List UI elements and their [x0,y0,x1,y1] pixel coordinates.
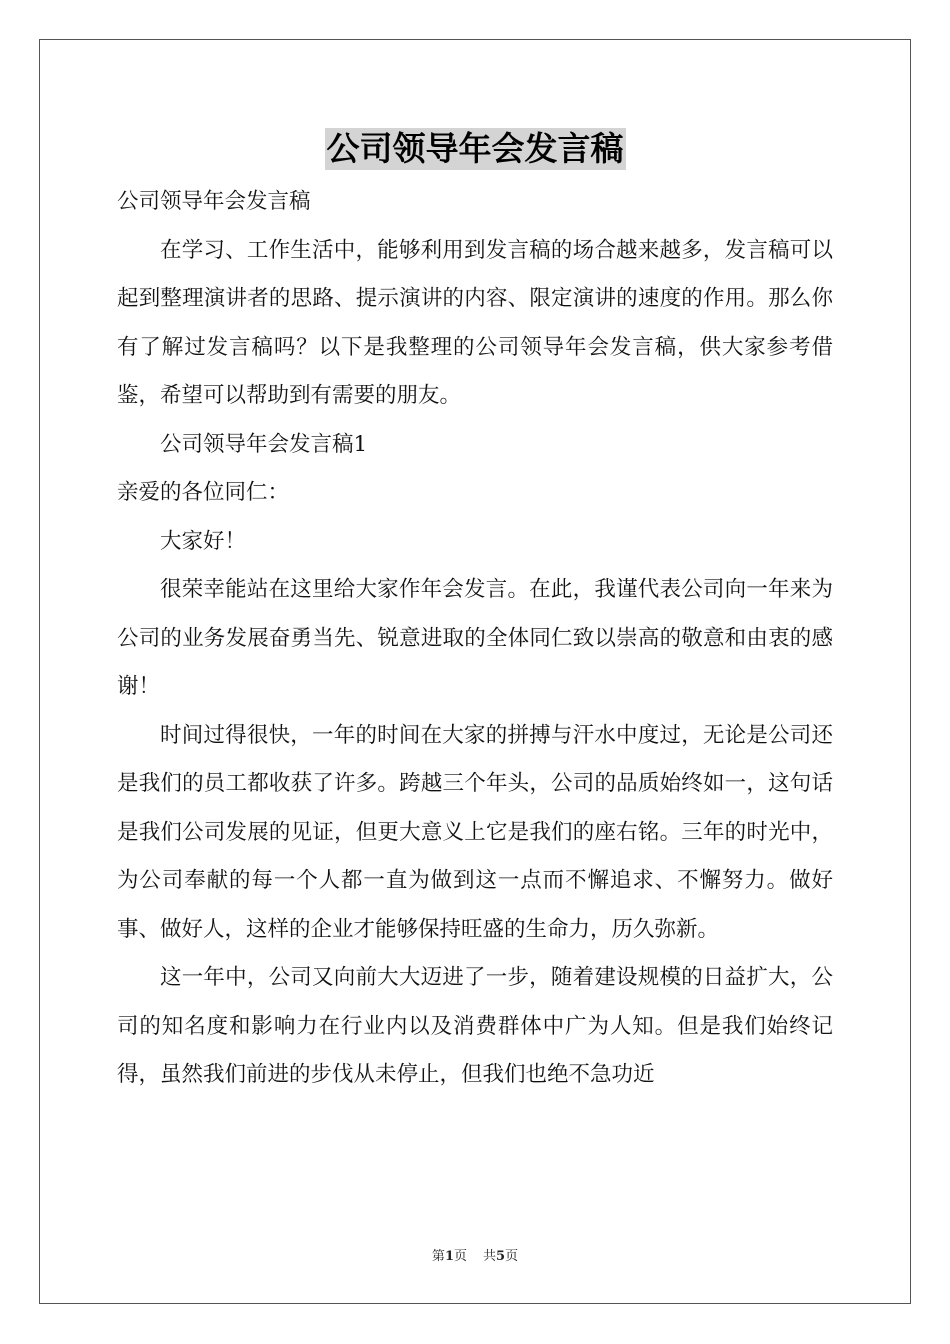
title-container [0,128,950,170]
page-footer [0,1245,950,1264]
greeting: 大家好！ [160,528,247,554]
section-heading: 公司领导年会发言稿1 [160,431,368,457]
document-title: 公司领导年会发言稿 [326,129,624,168]
page-total: 共5页 [483,1249,519,1264]
page-number: 第1页 [431,1249,467,1264]
document-body [117,178,833,1100]
paragraph: 时间过得很快，一年的时间在大家的拼搏与汗水中度过，无论是公司还是我们的员工都收获了许多。跨越三个年头，公司的品质始终如一，这句话是我们公司发展的见证，但更大意义上它是我们的座右铭。三年的时光中，为公司奉献的每一个人都一直为做到这一点而不懈追求、不懈努力。做好事、做好人，这样的企业才能够保持旺盛的生命力，历久弥新。 [117,722,833,942]
paragraph: 很荣幸能站在这里给大家作年会发言。在此，我谨代表公司向一年来为公司的业务发展奋勇当先、锐意进取的全体同仁致以崇高的敬意和由衷的感谢！ [117,577,833,699]
paragraph: 公司领导年会发言稿 [117,189,311,214]
salutation: 亲爱的各位同仁： [117,480,290,505]
paragraph: 在学习、工作生活中，能够利用到发言稿的场合越来越多，发言稿可以起到整理演讲者的思路、提示演讲的内容、限定演讲的速度的作用。那么你有了解过发言稿吗？以下是我整理的公司领导年会发言稿，供大家参考借鉴，希望可以帮助到有需要的朋友。 [117,237,833,408]
paragraph: 这一年中，公司又向前大大迈进了一步，随着建设规模的日益扩大，公司的知名度和影响力在行业内以及消费群体中广为人知。但是我们始终记得，虽然我们前进的步伐从未停止，但我们也绝不急功近 [117,965,833,1087]
